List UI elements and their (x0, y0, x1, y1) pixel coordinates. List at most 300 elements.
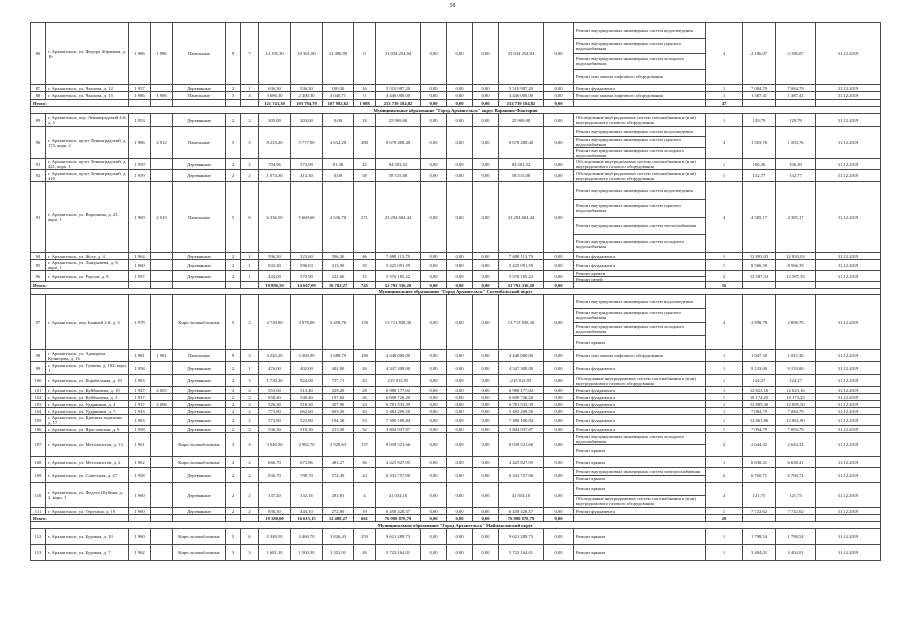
cell-unit-cost: 3 404,01 (743, 545, 776, 561)
cell-unit: 0,00 (544, 387, 574, 394)
cell-unit: 0,00 (544, 468, 574, 483)
cell-owners: 0,00 (473, 457, 499, 468)
work-item: Ремонт печей (574, 276, 705, 282)
cell-cost: 6 698 726,20 (376, 394, 421, 401)
cell-walls: Деревянные (173, 483, 226, 508)
cell-floors: 2 (226, 394, 241, 401)
cell-volume: 2 (706, 433, 743, 457)
cell-budget: 0,00 (447, 85, 473, 92)
cell-owners: 0,00 (473, 159, 499, 170)
cell-area-total: 3 686,30 (259, 92, 291, 100)
cell-walls: Деревянные (173, 426, 226, 433)
cell-area-residential: 0,00 (323, 114, 354, 127)
cell-area-residential: 574,30 (323, 468, 354, 483)
cell-max-cost: 7 084,79 (776, 85, 816, 92)
total-volume: 47 (706, 100, 743, 107)
cell-owners: 0,00 (473, 85, 499, 92)
cell-floors: 5 (226, 529, 241, 545)
cell-address: г. Архангельск, ул. Куйбышева, д. 10 (46, 387, 129, 394)
work-item: Ремонт внутридомовых инженерных систем холодного водоснабжения (574, 147, 705, 158)
cell-area-residential: 2 928,63 (323, 433, 354, 457)
cell-year-built: 1 986 (129, 23, 151, 85)
cell-fund: 0,00 (421, 483, 447, 508)
cell-works: Ремонт фундамента (574, 415, 706, 426)
cell-fund: 0,00 (421, 253, 447, 260)
cell-address: г. Архангельск, ул. Куйбышева, д. 3 (46, 394, 129, 401)
cell-fund: 0,00 (421, 85, 447, 92)
cell-fund: 0,00 (421, 170, 447, 182)
cell-unit: 0,00 (544, 375, 574, 387)
cell-owners: 0,00 (473, 529, 499, 545)
cell-area-premises: 203,00 (291, 114, 323, 127)
cell-area-total: 4 730,90 (259, 295, 291, 350)
cell-area-residential: 272,80 (323, 508, 354, 515)
cell-cost: 215 012,95 (376, 375, 421, 387)
cell-volume: 1 (706, 408, 743, 415)
cell-area-residential: 1 352,91 (323, 545, 354, 561)
cell-n: 100 (31, 375, 46, 387)
cell-cost: 8 678 408,40 (376, 127, 421, 159)
cell-area-total: 443,00 (259, 271, 291, 282)
cell-cost: 4 347 308,00 (376, 362, 421, 375)
cell-year-reconstr (151, 408, 173, 415)
cell-address: г. Архангельск, ул. Красных партизан, д. 17 (46, 415, 129, 426)
cell-unit: 0,00 (544, 127, 574, 159)
cell-date: 31.12.2019 (816, 457, 881, 468)
cell-year-reconstr (151, 271, 173, 282)
table-row (31, 23, 881, 85)
cell-max-cost: 12 861,80 (776, 415, 816, 426)
cell-n: 88 (31, 92, 46, 100)
table-row (31, 468, 881, 483)
cell-fund: 0,00 (421, 362, 447, 375)
table-row (31, 362, 881, 375)
cell-walls: Деревянные (173, 394, 226, 401)
cell-works: Ремонт фундамента (574, 394, 706, 401)
cell-works (574, 23, 706, 85)
cell-works: Ремонт или замена лифтового оборудования (574, 350, 706, 362)
cell-entrances: 2 (241, 114, 259, 127)
work-item: Ремонт внутридомовых инженерных систем горячего водоснабжения (574, 136, 705, 147)
cell-unit-cost: 7 094,79 (743, 426, 776, 433)
cell-year-built: 1 978 (129, 295, 151, 350)
cell-address: г. Архангельск, ул. Металлистов, д. 2 (46, 457, 129, 468)
cell-owners: 0,00 (473, 182, 499, 253)
cell-max-cost: 106,30 (776, 159, 816, 170)
cell-walls: Кирп./шлакоблочные (173, 433, 226, 457)
cell-unit-cost: 1 047,30 (743, 350, 776, 362)
cell-works (574, 483, 706, 508)
work-item: Обследование внутридомовых систем газоснабжения и (или) внутридомового газового оборудования (574, 495, 705, 508)
cell-area-residential: 197,60 (323, 394, 354, 401)
cell-entrances: 1 (241, 85, 259, 92)
table-row (31, 85, 881, 92)
cell-area-residential: 329,20 (323, 387, 354, 394)
cell-unit-cost: 12 623,16 (743, 387, 776, 394)
cell-fund: 0,00 (421, 545, 447, 561)
cell-max-cost: 1 503,76 (776, 127, 816, 159)
table-row (31, 387, 881, 394)
cell-volume: 1 (706, 114, 743, 127)
cell-entrances: 2 (241, 394, 259, 401)
cell-max-cost: 12 587,33 (776, 271, 816, 282)
cell-budget: 0,00 (447, 408, 473, 415)
cell-area-premises: 1 500,30 (291, 545, 323, 561)
cell-fund: 0,00 (421, 127, 447, 159)
cell-area-residential: 281,81 (323, 483, 354, 508)
cell-entrances: 2 (241, 508, 259, 515)
cell-entrances: 1 (241, 271, 259, 282)
cell-unit-cost: 12 861,80 (743, 415, 776, 426)
cell-area-total: 666,70 (259, 457, 291, 468)
cell-floors: 2 (226, 170, 241, 182)
cell-budget: 0,00 (447, 350, 473, 362)
cell-floors: 2 (226, 415, 241, 426)
cell-unit: 0,00 (544, 295, 574, 350)
table-row (31, 394, 881, 401)
cell-area-premises: 375,90 (291, 271, 323, 282)
cell-unit-cost: 2 644,32 (743, 433, 776, 457)
work-list (574, 433, 705, 456)
total-area-premises: 16 615,15 (291, 515, 323, 522)
cell-residents: 43 (354, 408, 376, 415)
cell-max-cost: 129,79 (776, 114, 816, 127)
cell-unit: 0,00 (544, 85, 574, 92)
cell-cost: 23 294 684,44 (376, 182, 421, 253)
cell-unit-cost: 1 798,54 (743, 529, 776, 545)
total-fund: 0,00 (421, 100, 447, 107)
total-row (31, 282, 881, 289)
cell-floors: 2 (226, 159, 241, 170)
cell-owners: 0,00 (473, 433, 499, 457)
total-cost: 76 988 878,79 (376, 515, 421, 522)
cell-total: 13 713 838,30 (499, 295, 544, 350)
cell-volume: 1 (706, 92, 743, 100)
cell-unit: 0,00 (544, 508, 574, 515)
cell-address: г. Архангельск, пр-кт Ленинградский, д. 410 (46, 170, 129, 182)
cell-total: 84 503,52 (499, 159, 544, 170)
cell-n: 99 (31, 362, 46, 375)
cell-works: Обследование внутридомовых систем газоснабжения и (или) внутридомового газового оборудования (574, 170, 706, 182)
total-year-reconstr (151, 100, 173, 107)
cell-budget: 0,00 (447, 545, 473, 561)
work-item: Ремонт внутридомовых инженерных систем горячего водоснабжения (574, 38, 705, 54)
cell-total: 4 446 000,00 (499, 350, 544, 362)
cell-residents: 0 (354, 92, 376, 100)
cell-n: 111 (31, 508, 46, 515)
cell-n: 98 (31, 350, 46, 362)
cell-walls: Деревянные (173, 260, 226, 271)
total-walls (173, 282, 226, 289)
cell-unit-cost: 12 587,33 (743, 271, 776, 282)
cell-fund: 0,00 (421, 394, 447, 401)
table-row (31, 271, 881, 282)
cell-owners: 0,00 (473, 114, 499, 127)
cell-year-reconstr (151, 433, 173, 457)
cell-works: Ремонт фундамента (574, 508, 706, 515)
cell-fund: 0,00 (421, 508, 447, 515)
cell-year-reconstr (151, 457, 173, 468)
cell-entrances: 3 (241, 375, 259, 387)
cell-entrances: 4 (241, 433, 259, 457)
cell-max-cost: 7 084,79 (776, 408, 816, 415)
cell-n: 103 (31, 401, 46, 408)
cell-address: г. Архангельск, ул. Адмирала Кузнецова, д. 16 (46, 350, 129, 362)
cell-unit-cost: 7 084,79 (743, 408, 776, 415)
cell-residents: 18 (354, 114, 376, 127)
work-list (574, 483, 705, 507)
cell-budget: 0,00 (447, 114, 473, 127)
cell-unit: 0,00 (544, 408, 574, 415)
cell-walls: Панельные (173, 92, 226, 100)
cell-date: 31.12.2019 (816, 127, 881, 159)
cell-n: 104 (31, 408, 46, 415)
cell-area-premises: 673,86 (291, 457, 323, 468)
cell-year-reconstr (151, 253, 173, 260)
total-fund: 0,00 (421, 515, 447, 522)
cell-entrances: 2 (241, 387, 259, 394)
cell-residents: 15 (354, 271, 376, 282)
cell-total: 8 039 521,66 (499, 433, 544, 457)
cell-walls: Деревянные (173, 114, 226, 127)
cell-entrances: 6 (241, 529, 259, 545)
cell-max-cost: 7 094,79 (776, 426, 816, 433)
cell-unit-cost: 6 638,41 (743, 457, 776, 468)
cell-cost: 3 804 937,87 (376, 426, 421, 433)
cell-unit: 0,00 (544, 483, 574, 508)
cell-budget: 0,00 (447, 260, 473, 271)
cell-address: г. Архангельск, ул. Ударников, д. 7 (46, 408, 129, 415)
cell-residents: 259 (354, 529, 376, 545)
total-residents: 745 (354, 282, 376, 289)
cell-residents: 26 (354, 362, 376, 375)
cell-entrances: 1 (241, 362, 259, 375)
cell-n: 96 (31, 271, 46, 282)
work-item: Ремонт внутридомовых инженерных систем водоотведения (576, 298, 693, 304)
work-item: Ремонт внутридомовых инженерных систем электроснабжения (576, 468, 701, 474)
cell-year-built: 1 958 (129, 468, 151, 483)
cell-area-premises: 10 361,80 (291, 23, 323, 85)
work-item: Ремонт внутридомовых инженерных систем холодного водоснабжения (574, 322, 705, 336)
cell-works: Ремонт фундамента (574, 408, 706, 415)
cell-cost: 6 332 757,06 (376, 468, 421, 483)
cell-address: г. Архангельск, ул. Терехина, д. 19 (46, 508, 129, 515)
cell-n: 87 (31, 85, 46, 92)
cell-budget: 0,00 (447, 295, 473, 350)
cell-owners: 0,00 (473, 415, 499, 426)
total-works (574, 515, 706, 522)
cell-area-total: 536,30 (259, 426, 291, 433)
cell-fund: 0,00 (421, 457, 447, 468)
cell-address: г. Архангельск, ул. Ворошина, д. 25, корп. 1 (46, 182, 129, 253)
cell-n: 101 (31, 387, 46, 394)
cell-n: 95 (31, 260, 46, 271)
cell-area-residential: 596,30 (323, 253, 354, 260)
cell-max-cost: 2 186,07 (776, 23, 816, 85)
cell-year-built: 1 960 (129, 529, 151, 545)
cell-residents: 137 (354, 433, 376, 457)
cell-volume: 1 (706, 387, 743, 394)
cell-budget: 0,00 (447, 468, 473, 483)
cell-unit: 0,00 (544, 457, 574, 468)
cell-entrances: 1 (241, 260, 259, 271)
cell-residents: 186 (354, 350, 376, 362)
cell-max-cost: 6 760,71 (776, 468, 816, 483)
cell-area-total: 836,30 (259, 508, 291, 515)
cell-area-residential: 757,71 (323, 375, 354, 387)
total-area-total: 121 743,30 (259, 100, 291, 107)
cell-address: г. Архангельск, пр-кт Ленинградский, д. 421, корп. 1 (46, 159, 129, 170)
cell-floors: 9 (226, 23, 241, 85)
cell-year-built: 1 969 (129, 182, 151, 253)
total-owners: 0,00 (473, 515, 499, 522)
cell-unit: 0,00 (544, 529, 574, 545)
cell-address: г. Архангельск, ул. Ландышева, д. 9, корп. 1 (46, 260, 129, 271)
total-year-built (129, 515, 151, 522)
cell-area-total: 553,60 (259, 387, 291, 394)
cell-max-cost: 1 387,41 (776, 92, 816, 100)
cell-fund: 0,00 (421, 375, 447, 387)
cell-fund: 0,00 (421, 529, 447, 545)
cell-year-reconstr: 2 005 (151, 387, 173, 394)
cell-date: 31.12.2019 (816, 170, 881, 182)
total-row (31, 100, 881, 107)
cell-area-total: 636,30 (259, 85, 291, 92)
work-item: Ремонт крыши (576, 486, 605, 492)
cell-cost: 41 054,10 (376, 483, 421, 508)
cell-date: 31.12.2019 (816, 23, 881, 85)
cell-floors: 2 (226, 426, 241, 433)
cell-n: 106 (31, 426, 46, 433)
cell-owners: 0,00 (473, 508, 499, 515)
cell-area-premises: 596,63 (291, 260, 323, 271)
cell-area-residential: 3 458,76 (323, 295, 354, 350)
cell-area-total: 794,96 (259, 159, 291, 170)
cell-area-premises: 513,40 (291, 387, 323, 394)
cell-date: 31.12.2019 (816, 529, 881, 545)
cell-budget: 0,00 (447, 159, 473, 170)
cell-max-cost: 1 047,30 (776, 350, 816, 362)
cell-date: 31.12.2019 (816, 271, 881, 282)
cell-budget: 0,00 (447, 387, 473, 394)
cell-fund: 0,00 (421, 468, 447, 483)
cell-unit: 0,00 (544, 23, 574, 85)
total-label: Итого: (31, 100, 129, 107)
work-list (574, 23, 705, 84)
cell-n: 110 (31, 483, 46, 508)
cell-area-residential: 3 688,79 (323, 350, 354, 362)
cell-walls: Деревянные (173, 408, 226, 415)
cell-budget: 0,00 (447, 182, 473, 253)
cell-floors: 2 (226, 468, 241, 483)
cell-works: Ремонт фундамента (574, 426, 706, 433)
cell-entrances: 2 (241, 457, 259, 468)
cell-n: 91 (31, 159, 46, 170)
cell-works (574, 433, 706, 457)
cell-address: г. Архангельск, ул. Гуляева, д. 102, корп. 1 (46, 362, 129, 375)
cell-residents: 46 (354, 253, 376, 260)
cell-residents: 36 (354, 457, 376, 468)
cell-volume: 1 (706, 85, 743, 92)
cell-area-residential: 307,90 (323, 401, 354, 408)
cell-works: Ремонт фундамента (574, 253, 706, 260)
cell-floors: 2 (226, 401, 241, 408)
cell-residents: 19 (354, 508, 376, 515)
cell-area-premises: 824,00 (291, 375, 323, 387)
work-list (574, 271, 705, 281)
cell-works: Ремонт фундамента (574, 387, 706, 394)
cell-walls: Деревянные (173, 271, 226, 282)
cell-date: 31.12.2019 (816, 401, 881, 408)
total-fund: 0,00 (421, 282, 447, 289)
cell-address: г. Архангельск, пер. Ленинградский 4-й, д. 5 (46, 114, 129, 127)
cell-walls: Деревянные (173, 159, 226, 170)
cell-owners: 0,00 (473, 483, 499, 508)
total-floors (226, 515, 241, 522)
total-total: 253 739 184,82 (499, 100, 544, 107)
cell-entrances: 2 (241, 170, 259, 182)
cell-area-residential: 3 040,71 (323, 92, 354, 100)
cell-walls: Кирп./шлакоблочные (173, 529, 226, 545)
cell-walls: Панельные (173, 23, 226, 85)
total-year-reconstr (151, 515, 173, 522)
cell-floors: 2 (226, 408, 241, 415)
cell-total: 5 510 987,20 (499, 85, 544, 92)
cell-date: 31.12.2019 (816, 159, 881, 170)
cell-unit-cost: 7 084,79 (743, 85, 776, 92)
cell-unit: 0,00 (544, 415, 574, 426)
cell-total: 5 482 209,50 (499, 408, 544, 415)
total-volume: 16 (706, 282, 743, 289)
cell-area-premises: 5 777,90 (291, 127, 323, 159)
cell-date: 31.12.2019 (816, 350, 881, 362)
cell-cost: 6 458 428,57 (376, 508, 421, 515)
table-row (31, 401, 881, 408)
cell-unit-cost: 9 133,00 (743, 362, 776, 375)
cell-year-reconstr (151, 394, 173, 401)
cell-works (574, 271, 706, 282)
cell-residents: 271 (354, 182, 376, 253)
cell-area-premises: 540,40 (291, 394, 323, 401)
cell-budget: 0,00 (447, 433, 473, 457)
cell-residents: 26 (354, 394, 376, 401)
total-entrances (241, 282, 259, 289)
cell-year-reconstr: 2 010 (151, 182, 173, 253)
work-item: Ремонт крыши (574, 444, 705, 456)
work-item: Ремонт внутридомовых инженерных систем водоотведения (576, 187, 693, 193)
cell-area-total: 573,80 (259, 415, 291, 426)
cell-residents: 280 (354, 127, 376, 159)
cell-year-built: 1 964 (129, 253, 151, 260)
work-item: Ремонт внутридомовых инженерных систем холодного водоснабжения (576, 433, 685, 444)
cell-n: 113 (31, 545, 46, 561)
cell-area-premises: 413,30 (291, 170, 323, 182)
cell-owners: 0,00 (473, 295, 499, 350)
cell-date: 31.12.2019 (816, 114, 881, 127)
cell-total: 58 515,08 (499, 170, 544, 182)
table-row (31, 545, 881, 561)
cell-volume: 3 (706, 127, 743, 159)
cell-entrances: 2 (241, 401, 259, 408)
cell-area-premises: 3 978,00 (291, 295, 323, 350)
cell-volume: 1 (706, 508, 743, 515)
cell-budget: 0,00 (447, 426, 473, 433)
cell-max-cost: 12 893,03 (776, 253, 816, 260)
cell-works: Ремонт фундамента (574, 85, 706, 92)
cell-budget: 0,00 (447, 127, 473, 159)
cell-area-premises: 798,70 (291, 468, 323, 483)
total-works (574, 100, 706, 107)
